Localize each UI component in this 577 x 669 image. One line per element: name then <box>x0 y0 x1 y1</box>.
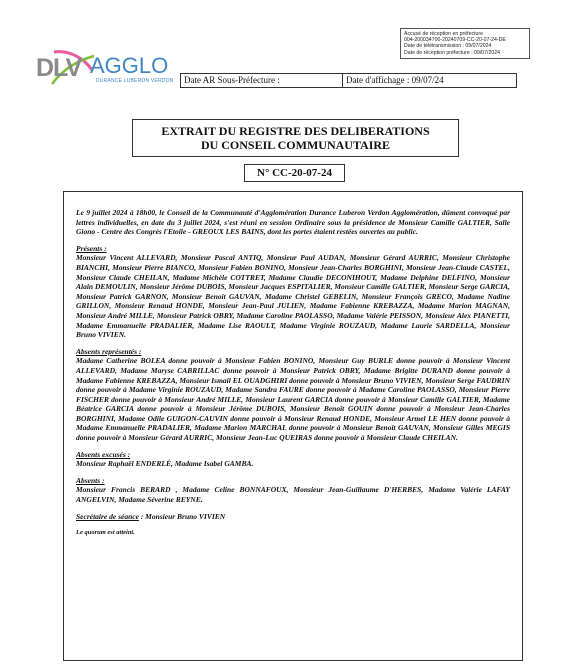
presents-section <box>76 244 510 340</box>
represented-title: Absents représentés : <box>76 346 142 356</box>
date-affichage: Date d'affichage : 09/07/24 <box>346 75 444 85</box>
dlva-logo <box>34 48 184 88</box>
logo-agglo: AGGLO <box>90 53 169 78</box>
date-ar: Date AR Sous-Préfecture : <box>181 74 343 87</box>
represented-list: Madame Catherine BOLEA donne pouvoir à Monsieur Fabien BONINO, Monsieur Guy BURLE donne pouvoir à Monsieur Vincent ALLEVARD, Madame Maryse CABRILLAC donne pouvoir à Monsieur Patrick OBRY, Madame Brigitte DURAND donne pouvoir à Madame Fabienne KREBAZZA, Monsieur Ismail EL OUADGHIRI donne pouvoir à Monsieur Bruno VIVIEN, Monsieur Serge FAUDRIN donne pouvoir à Madame Virginie ROUZAUD, Madame Sandra FAURE donne pouvoir à Madame Caroline PAOLASSO, Monsieur Pierre FISCHER donne pouvoir à Monsieur André MILLE, Monsieur Laurent GARCIA donne pouvoir à Monsieur Camille GALTIER, Madame Béatrice GARCIA donne pouvoir à Monsieur Jérôme DUBOIS, Monsieur Benoît GOUIN donne pouvoir à Monsieur Jean-Charles BORGHINI, Madame Odile GUIGON-CAUVIN donne pouvoir à Monsieur Renaud HONDE, Monsieur Armel LE HEN donne pouvoir à Madame Emmanuelle PRADALIER, Madame Marion MARCHAL donne pouvoir à Monsieur Benoît GAUVAN, Monsieur Gilles MEGIS donne pouvoir à Monsieur Gérard AURRIC, Monsieur Jean-Luc QUEIRAS donne pouvoir à Monsieur Claude CHEILAN. <box>76 356 510 443</box>
secretary-name: : Monsieur Bruno VIVIEN <box>138 511 226 521</box>
secretary-section <box>76 512 510 522</box>
receipt-line: Date de réception préfecture : 09/07/2024 <box>404 49 501 56</box>
title-line-1: EXTRAIT DU REGISTRE DES DELIBERATIONS <box>161 124 430 138</box>
logo-subtitle: DURANCE LUBERON VERDON <box>96 78 174 84</box>
quorum-note: Le quorum est atteint. <box>76 529 135 537</box>
title-line-2: DU CONSEIL COMMUNAUTAIRE <box>200 138 391 152</box>
logo-dlv: DLV <box>36 54 82 82</box>
receipt-line: Date de télétransmission : 09/07/2024 <box>404 43 492 50</box>
deliberation-number: N° CC-20-07-24 <box>244 164 345 182</box>
absents-section <box>76 476 510 505</box>
receipt-line: 004-200034700-20240709-CC-20-07-24-DE <box>404 37 506 44</box>
excused-title: Absents excusés : <box>76 449 131 459</box>
secretary-title: Secrétaire de séance <box>76 511 139 521</box>
deliberation-body <box>63 191 523 661</box>
excused-section <box>76 450 510 469</box>
absents-title: Absents : <box>76 475 105 485</box>
intro-paragraph: Le 9 juillet 2024 à 18h00, le Conseil de la Communauté d'Agglomération Durance Luberon Verdon Agglomération, dûment convoqué par lettres individuelles, en date du 3 juillet 2024, s'est réuni en session Ordinaire sous la présidence de Monsieur Camille GALTIER, Salle Giono - Centre des Congrès l'Etoile - GREOUX LES BAINS, dont les portes étaient restées ouvertes au public. <box>76 208 510 237</box>
date-bar <box>180 73 517 88</box>
receipt-line: Accusé de réception en préfecture <box>404 31 484 37</box>
presents-list: Monsieur Vincent ALLEVARD, Monsieur Pascal ANTIQ, Monsieur Paul AUDAN, Monsieur Gérard AURRIC, Monsieur Christophe BIANCHI, Monsieur Pierre BIANCO, Monsieur Fabien BONINO, Monsieur Jean-Charles BORGHINI, Monsieur Jean-Claude CASTEL, Monsieur Claude CHEILAN, Madame Michèle COTTRET, Madame Claudie DECONIHOUT, Madame Delphine DELFINO, Monsieur Alain DEMOULIN, Monsieur Jérôme DUBOIS, Monsieur Jacques ESPITALIER, Monsieur Camille GALTIER, Monsieur Serge GARCIA, Monsieur Patrick GARNON, Monsieur Benoit GAUVAN, Madame Christel GEBELIN, Monsieur François GRECO, Madame Nadine GRILLON, Monsieur Renaud HONDE, Monsieur Jean-Paul JULIEN, Madame Fabienne KREBAZZA, Madame Marion MAGNAN, Monsieur André MILLE, Monsieur Patrick OBRY, Madame Caroline PAOLASSO, Madame Valérie PEISSON, Monsieur Alex PIANETTI, Madame Emmanuelle PRADALIER, Madame Lise RAOULT, Madame Virginie ROUZAUD, Madame Laurie SARDELLA, Monsieur Bruno VIVIEN. <box>76 253 510 340</box>
excused-list: Monsieur Raphaël ENDERLÉ, Madame Isabel GAMBA. <box>76 459 254 469</box>
receipt-stamp <box>400 28 530 59</box>
presents-title: Présents : <box>76 243 107 253</box>
absents-list: Monsieur Francis BERARD , Madame Celine BONNAFOUX, Monsieur Jean-Guillaume D'HERBES, Madame Valérie LAFAY ANGELVIN, Madame Séverine REYNE. <box>76 485 510 505</box>
document-title <box>132 119 459 157</box>
represented-section <box>76 347 510 443</box>
